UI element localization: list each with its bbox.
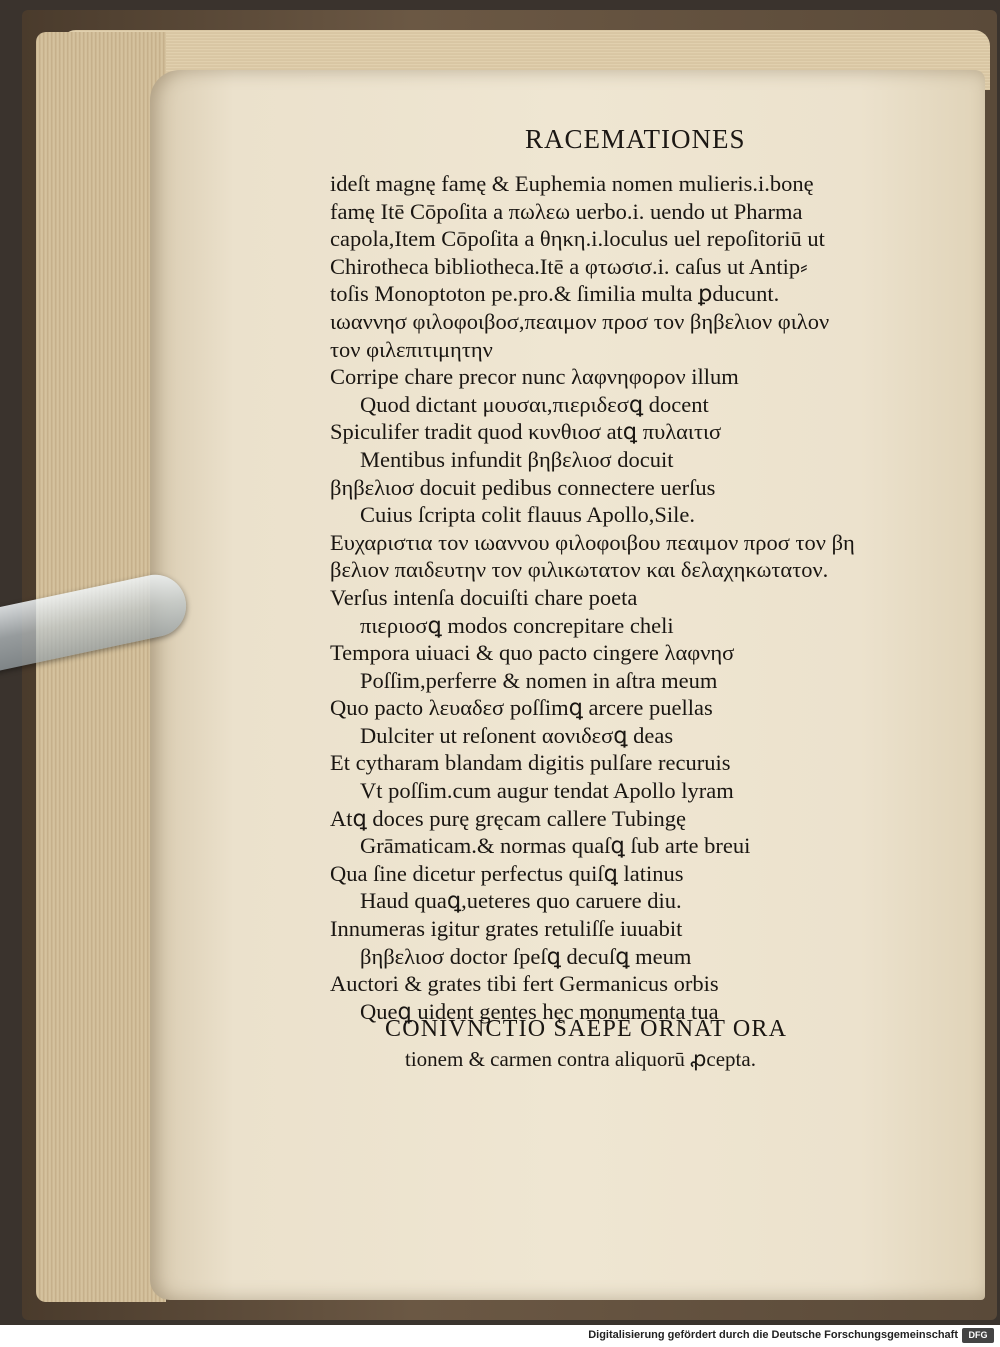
text-line: βελιον παιδευτην τον φιλικωτατον και δελαχηκωτατον. (330, 557, 829, 583)
text-line: Poſſim,perferre & nomen in aſtra meum (360, 667, 718, 693)
text-line: toſis Monoptoton pe.pro.& ſimilia multa ꝑducunt. (330, 281, 780, 307)
text-line: Haud quaꝗ,ueteres quo caruere diu. (360, 888, 682, 914)
text-line: Chirotheca bibliotheca.Itē a φτωσισ.i. caſus ut Antip⸗ (330, 253, 808, 279)
text-line: Auctori & grates tibi fert Germanicus orbis (330, 971, 719, 997)
text-line: Verſus intenſa docuiſti chare poeta (330, 584, 638, 610)
text-line: Dulciter ut reſonent αονιδεσꝗ deas (360, 722, 674, 748)
text-line: Corripe chare precor nunc λαφνηφορον illum (330, 364, 739, 390)
text-line: Innumeras igitur grates retuliſſe iuuabit (330, 916, 683, 942)
text-line: Ευχαριστια τον ιωαννου φιλοφοιβου πεαιμον προσ τον βη (330, 529, 855, 555)
text-line: βηβελιοσ doctor ſpeſꝗ decuſꝗ meum (360, 943, 692, 969)
text-line: ιωαννησ φιλοφοιβοσ,πεαιμον προσ τον βηβελιον φιλον (330, 308, 830, 334)
text-line: Quod dictant μουσαι,πιεριδεσꝗ docent (360, 391, 709, 417)
text-line: ideſt magnę famę & Euphemia nomen mulieris.i.bonę (330, 171, 814, 196)
page-stack-edge (36, 32, 166, 1302)
text-line: famę Itē Cōpoſita a πωλεω uerbo.i. uendo ut Pharma (330, 198, 803, 224)
text-line: πιεριοσꝗ modos concrepitare cheli (360, 612, 674, 638)
text-line: Atꝗ doces purę gręcam callere Tubingę (330, 805, 687, 831)
heading-line-1: CONIVNCTIO SAEPE ORNAT ORA (385, 1016, 788, 1042)
text-line: Quo pacto λευαδεσ poſſimꝗ arcere puellas (330, 695, 713, 721)
text-line: τον φιλεπιτιμητην (330, 336, 493, 362)
text-line: Tempora uiuaci & quo pacto cingere λαφνησ (330, 640, 735, 666)
text-line: Vt poſſim.cum augur tendat Apollo lyram (360, 778, 734, 804)
text-line: Et cytharam blandam digitis pulſare recuruis (330, 750, 731, 776)
dfg-logo: DFG (962, 1328, 994, 1343)
footer-bar (0, 1325, 1000, 1347)
text-line: Cuius ſcripta colit flauus Apollo,Sile. (360, 502, 695, 528)
funding-credit: Digitalisierung gefördert durch die Deutsche Forschungsgemeinschaft (588, 1329, 958, 1341)
text-line: Queꝗ uident gentes hęc monumenta tua (360, 998, 719, 1024)
text-line: Qua ſine dicetur perfectus quiſꝗ latinus (330, 860, 684, 886)
text-line: βηβελιοσ docuit pedibus connectere uerſus (330, 474, 716, 500)
text-line: capola,Item Cōpoſita a θηκη.i.loculus uel repoſitoriū ut (330, 226, 825, 252)
body-text (330, 170, 930, 1025)
text-line: Mentibus infundit βηβελιοσ docuit (360, 446, 674, 472)
text-line: Spiculifer tradit quod κυνθιοσ atꝗ πυλαιτισ (330, 419, 722, 445)
section-heading (385, 1014, 905, 1074)
heading-line-2: tionem & carmen contra aliquorū ꝓcepta. (405, 1047, 756, 1071)
running-head: RACEMATIONES (525, 124, 746, 154)
text-line: Grāmaticam.& normas quaſꝗ ſub arte breui (360, 833, 751, 859)
